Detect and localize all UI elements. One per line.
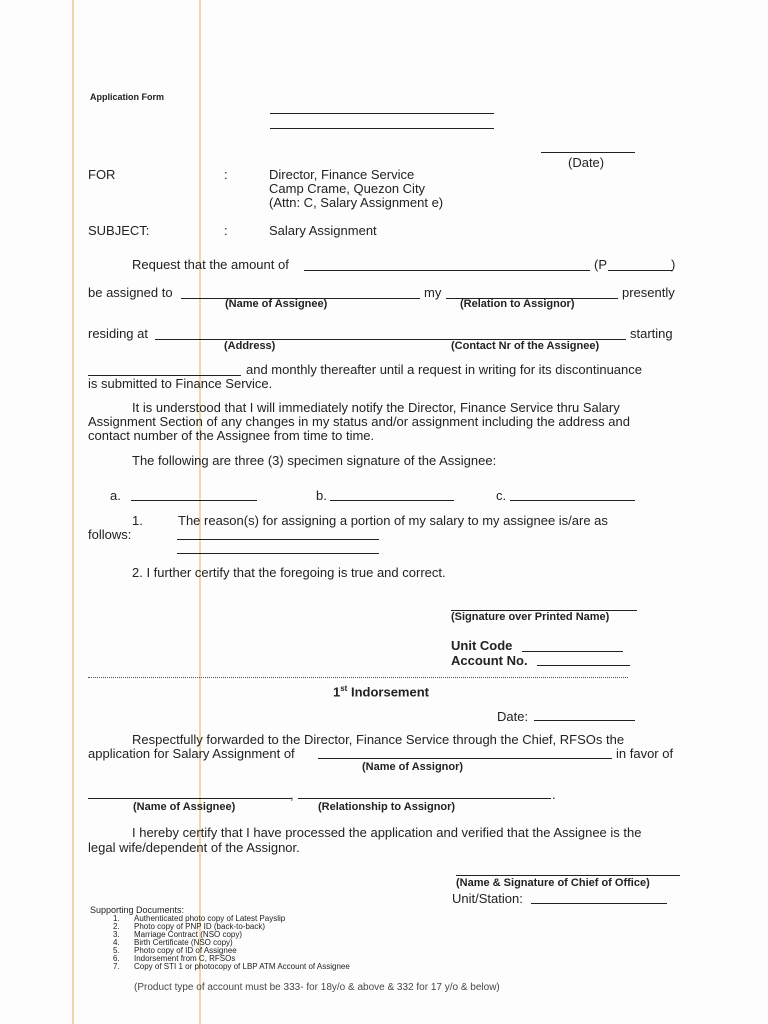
specimen-b-label: b. xyxy=(316,488,327,503)
dotted-separator xyxy=(88,677,628,678)
indorsement-title: 1st Indorsement xyxy=(333,684,429,700)
respectfully-line: Respectfully forwarded to the Director, Finance Service through the Chief, RFSOs the xyxy=(132,732,625,747)
reason-blank-1[interactable] xyxy=(177,539,379,540)
supporting-item-text: Photo copy of PNP ID (back-to-back) xyxy=(134,922,266,931)
application-of-label: application for Salary Assignment of xyxy=(88,746,295,761)
supporting-item-text: Indorsement from C, RFSOs xyxy=(134,954,236,963)
amount-blank[interactable] xyxy=(304,270,590,271)
scan-line-middle xyxy=(199,0,201,1024)
reasons-text: The reason(s) for assigning a portion of my salary to my assignee is/are as xyxy=(178,513,608,528)
supporting-item-text: Photo copy of ID of Assignee xyxy=(134,946,237,955)
subject-colon: : xyxy=(224,223,228,238)
specimen-a-blank[interactable] xyxy=(131,500,257,501)
supporting-item-text: Copy of STI 1 or photocopy of LBP ATM Account of Assignee xyxy=(134,962,350,971)
indorsement-assignee-blank[interactable] xyxy=(88,798,291,799)
presently-label: presently xyxy=(622,285,675,300)
supporting-item-number: 1. xyxy=(113,914,120,923)
signature-caption: (Signature over Printed Name) xyxy=(451,611,610,623)
supporting-item-number: 3. xyxy=(113,930,120,939)
specimen-a-label: a. xyxy=(110,488,121,503)
supporting-item-text: Marriage Contract (NSO copy) xyxy=(134,930,243,939)
relationship-to-assignor-caption: (Relationship to Assignor) xyxy=(318,801,456,813)
supporting-item-text: Birth Certificate (NSO copy) xyxy=(134,938,233,947)
supporting-item-number: 4. xyxy=(113,938,120,947)
peso-open: (P xyxy=(594,257,607,272)
peso-blank[interactable] xyxy=(608,270,672,271)
supporting-item-number: 5. xyxy=(113,946,120,955)
specimen-c-label: c. xyxy=(496,488,507,503)
certify-text: 2. I further certify that the foregoing is true and correct. xyxy=(132,565,446,580)
scan-line-left xyxy=(72,0,74,1024)
unit-station-blank[interactable] xyxy=(531,903,667,904)
supporting-item-text: Authenticated photo copy of Latest Payslip xyxy=(134,914,286,923)
period-mark: . xyxy=(552,787,556,802)
hereby-line-1: I hereby certify that I have processed the application and verified that the Assignee is the xyxy=(132,825,642,840)
reason-blank-2[interactable] xyxy=(177,553,379,554)
indorsement-date-label: Date: xyxy=(497,709,529,724)
contact-nr-caption: (Contact Nr of the Assignee) xyxy=(451,340,600,352)
name-of-assignee-caption: (Name of Assignee) xyxy=(225,298,328,310)
for-line-3: (Attn: C, Salary Assignment e) xyxy=(269,195,444,210)
specimen-text: The following are three (3) specimen signature of the Assignee: xyxy=(132,453,497,468)
for-line-1: Director, Finance Service xyxy=(269,167,415,182)
supporting-note: (Product type of account must be 333- for 18y/o & above & 332 for 17 y/o & below) xyxy=(134,982,500,993)
supporting-item-number: 7. xyxy=(113,962,120,971)
address-caption: (Address) xyxy=(224,340,276,352)
in-favor-of-label: in favor of xyxy=(616,746,674,761)
reasons-number: 1. xyxy=(132,513,143,528)
subject-label: SUBJECT: xyxy=(88,223,150,238)
specimen-c-blank[interactable] xyxy=(510,500,635,501)
subject-value: Salary Assignment xyxy=(269,223,377,238)
follows-label: follows: xyxy=(88,527,132,542)
date-blank-line[interactable] xyxy=(541,152,635,153)
assignor-name-blank[interactable] xyxy=(318,758,612,759)
date-label: (Date) xyxy=(568,155,605,170)
account-no-blank[interactable] xyxy=(537,665,630,666)
supporting-item-number: 6. xyxy=(113,954,120,963)
header-blank-line-2[interactable] xyxy=(270,128,494,129)
specimen-b-blank[interactable] xyxy=(330,500,454,501)
monthly-text: and monthly thereafter until a request in writing for its discontinuance xyxy=(246,362,642,377)
understood-line-3: contact number of the Assignee from time to time. xyxy=(88,428,375,443)
unit-code-label: Unit Code xyxy=(451,638,513,653)
submitted-text: is submitted to Finance Service. xyxy=(88,376,273,391)
residing-at-label: residing at xyxy=(88,326,148,341)
indorsement-name-of-assignee-caption: (Name of Assignee) xyxy=(133,801,236,813)
for-colon: : xyxy=(224,167,228,182)
comma-mark: , xyxy=(290,787,294,802)
account-no-label: Account No. xyxy=(451,653,528,668)
request-lead: Request that the amount of xyxy=(132,257,289,272)
for-label: FOR xyxy=(88,167,116,182)
unit-code-blank[interactable] xyxy=(522,651,623,652)
understood-line-2: Assignment Section of any changes in my status and/or assignment including the address and xyxy=(88,414,630,429)
for-line-2: Camp Crame, Quezon City xyxy=(269,181,426,196)
unit-station-label: Unit/Station: xyxy=(452,891,523,906)
assigned-to-label: be assigned to xyxy=(88,285,173,300)
supporting-item-number: 2. xyxy=(113,922,120,931)
header-blank-line-1[interactable] xyxy=(270,113,494,114)
starting-label: starting xyxy=(630,326,673,341)
my-label: my xyxy=(424,285,442,300)
understood-line-1: It is understood that I will immediately notify the Director, Finance Service thru Salary xyxy=(132,400,620,415)
hereby-line-2: legal wife/dependent of the Assignor. xyxy=(88,840,300,855)
chief-signature-blank[interactable] xyxy=(456,875,680,876)
chief-of-office-caption: (Name & Signature of Chief of Office) xyxy=(456,877,650,889)
name-of-assignor-caption: (Name of Assignor) xyxy=(362,761,464,773)
indorsement-relationship-blank[interactable] xyxy=(298,798,551,799)
form-title: Application Form xyxy=(90,92,164,102)
supporting-title: Supporting Documents: xyxy=(90,905,185,915)
relation-to-assignor-caption: (Relation to Assignor) xyxy=(460,298,575,310)
indorsement-date-blank[interactable] xyxy=(534,720,635,721)
peso-close: ) xyxy=(671,257,676,272)
